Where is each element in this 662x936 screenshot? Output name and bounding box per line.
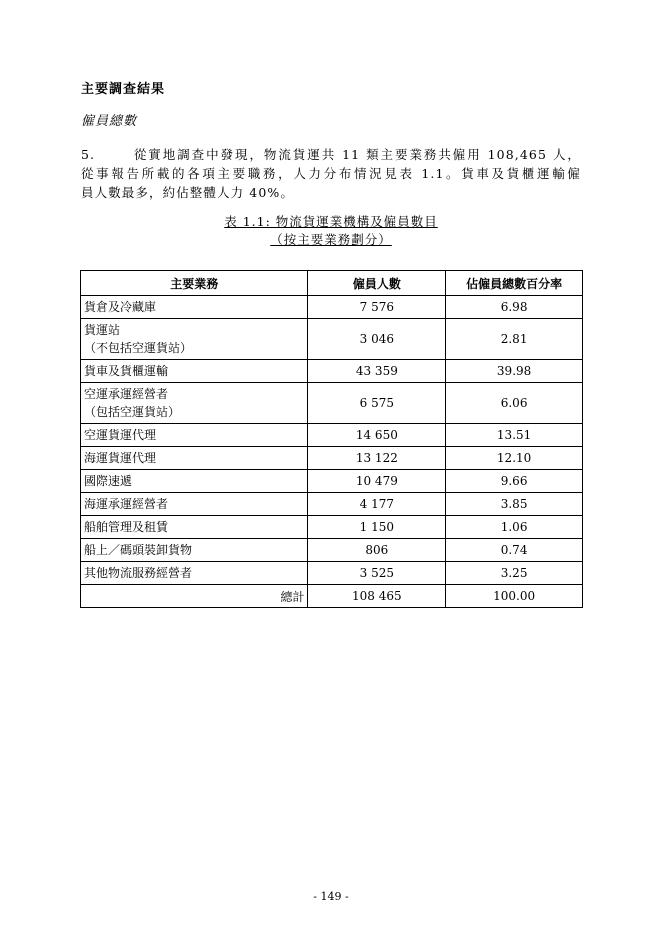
header-employees: 僱員人數	[308, 271, 446, 296]
employees-cell: 14 650	[308, 424, 446, 447]
employees-cell: 10 479	[308, 470, 446, 493]
business-name: 其他物流服務經營者	[84, 566, 193, 580]
percentage-cell: 3.25	[446, 562, 583, 585]
total-label: 總計	[81, 585, 308, 608]
header-business: 主要業務	[81, 271, 308, 296]
table-header-row	[81, 271, 583, 296]
table-caption-title: 表 1.1: 物流貨運業機構及僱員數目	[224, 214, 438, 229]
table-row	[81, 296, 583, 319]
section-heading: 主要調查結果	[81, 82, 166, 97]
percentage-cell: 12.10	[446, 447, 583, 470]
total-employees: 108 465	[308, 585, 446, 608]
business-cell	[81, 296, 308, 319]
business-note: （包括空運貨站）	[84, 405, 181, 419]
business-name: 船上／碼頭裝卸貨物	[84, 543, 193, 557]
table-row	[81, 424, 583, 447]
business-cell	[81, 539, 308, 562]
employees-cell: 4 177	[308, 493, 446, 516]
business-cell	[81, 447, 308, 470]
table-caption	[0, 212, 662, 230]
employees-cell: 3 046	[308, 319, 446, 360]
table-row	[81, 516, 583, 539]
employees-cell: 7 576	[308, 296, 446, 319]
business-cell	[81, 360, 308, 383]
business-cell	[81, 424, 308, 447]
percentage-cell: 0.74	[446, 539, 583, 562]
business-name: 國際速遞	[84, 474, 133, 488]
table-row	[81, 447, 583, 470]
business-name: 貨倉及冷藏庫	[84, 300, 157, 314]
employees-cell: 3 525	[308, 562, 446, 585]
employees-cell: 43 359	[308, 360, 446, 383]
business-name: 貨車及貨櫃運輸	[84, 364, 169, 378]
table-row	[81, 383, 583, 424]
table-total-row	[81, 585, 583, 608]
percentage-cell: 2.81	[446, 319, 583, 360]
business-name: 空運承運經營者	[84, 387, 169, 401]
table-row	[81, 319, 583, 360]
paragraph-line-2: 從事報告所載的各項主要職務，人力分布情況見表 1.1。貨車及貨櫃運輸僱	[81, 166, 581, 181]
percentage-cell: 9.66	[446, 470, 583, 493]
header-percentage: 佔僱員總數百分率	[446, 271, 583, 296]
percentage-cell: 13.51	[446, 424, 583, 447]
business-name: 船舶管理及租賃	[84, 520, 169, 534]
table-row	[81, 539, 583, 562]
business-name: 空運貨運代理	[84, 428, 157, 442]
table-row	[81, 470, 583, 493]
employees-cell: 1 150	[308, 516, 446, 539]
table-caption-subtitle: （按主要業務劃分）	[270, 232, 392, 247]
percentage-cell: 39.98	[446, 360, 583, 383]
page-number: - 149 -	[313, 890, 349, 903]
table-body	[81, 296, 583, 585]
section-subheading: 僱員總數	[81, 114, 138, 129]
percentage-cell: 6.98	[446, 296, 583, 319]
table-row	[81, 493, 583, 516]
paragraph-line-1: 從實地調查中發現，物流貨運共 11 類主要業務共僱用 108,465 人，	[133, 147, 581, 162]
business-cell	[81, 562, 308, 585]
paragraph-number: 5.	[81, 147, 96, 162]
business-cell	[81, 470, 308, 493]
business-cell	[81, 383, 308, 424]
table-caption-sub	[0, 230, 662, 248]
percentage-cell: 3.85	[446, 493, 583, 516]
business-name: 貨運站	[84, 323, 121, 337]
business-name: 海運承運經營者	[84, 497, 169, 511]
business-name: 海運貨運代理	[84, 451, 157, 465]
table-row	[81, 360, 583, 383]
employees-cell: 806	[308, 539, 446, 562]
business-cell	[81, 319, 308, 360]
employment-table	[80, 270, 583, 608]
business-cell	[81, 516, 308, 539]
business-cell	[81, 493, 308, 516]
business-note: （不包括空運貨站）	[84, 341, 193, 355]
percentage-cell: 6.06	[446, 383, 583, 424]
employees-cell: 13 122	[308, 447, 446, 470]
employees-cell: 6 575	[308, 383, 446, 424]
paragraph-line-3: 員人數最多，約佔整體人力 40%。	[81, 185, 294, 200]
total-percentage: 100.00	[446, 585, 583, 608]
paragraph-5	[81, 145, 581, 202]
percentage-cell: 1.06	[446, 516, 583, 539]
table-row	[81, 562, 583, 585]
